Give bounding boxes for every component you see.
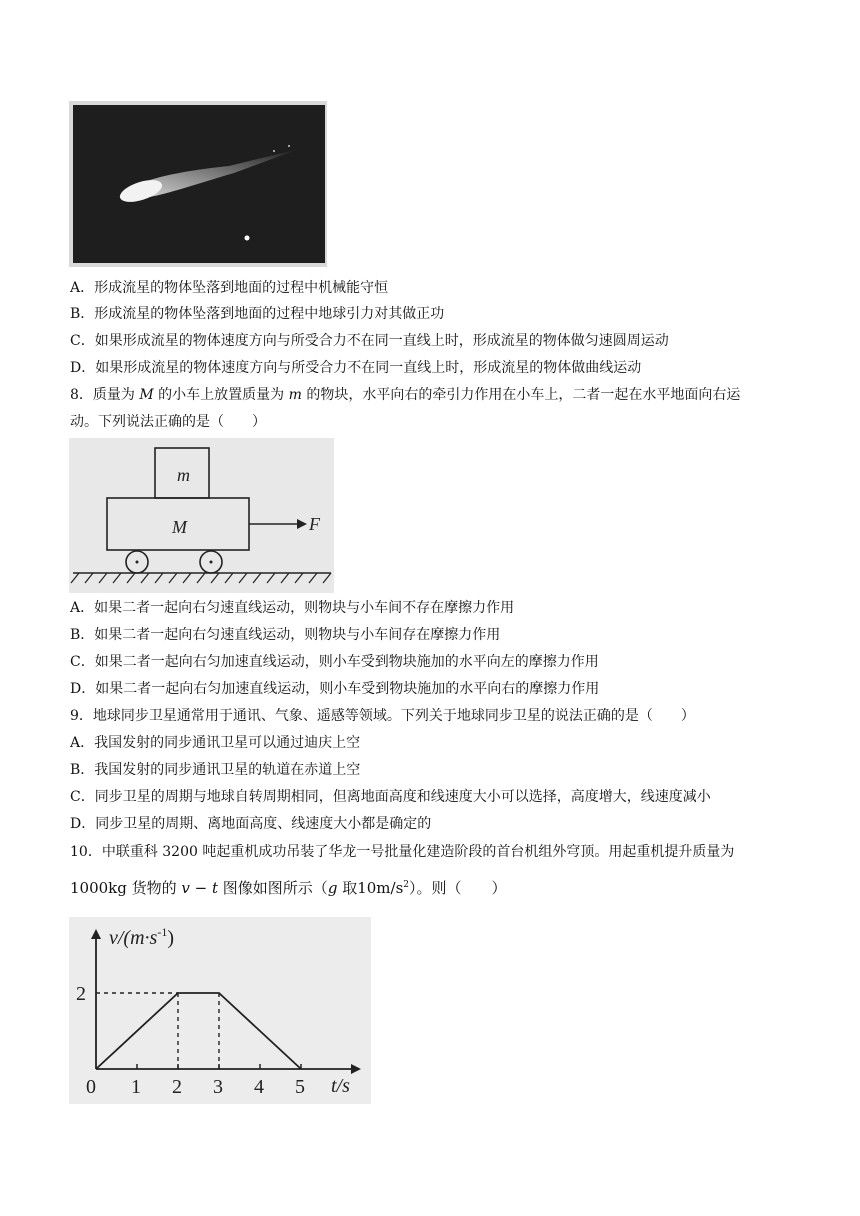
y-tick-label: 2 xyxy=(76,983,86,1005)
x-tick-label: 4 xyxy=(254,1076,264,1098)
q7-option-b: B．形成流星的物体坠落到地面的过程中地球引力对其做正功 xyxy=(70,306,445,322)
q8-option-a: A．如果二者一起向右匀速直线运动，则物块与小车间不存在摩擦力作用 xyxy=(70,600,515,616)
ground-hatching xyxy=(71,573,331,583)
q8-option-b: B．如果二者一起向右匀速直线运动，则物块与小车间存在摩擦力作用 xyxy=(70,627,501,643)
star-dot xyxy=(245,236,250,241)
x-tick-label: 2 xyxy=(172,1076,182,1098)
q7-option-a: A．形成流星的物体坠落到地面的过程中机械能守恒 xyxy=(70,280,389,296)
var-m: m xyxy=(288,387,302,403)
q10-stem-line-1: 10．中联重科 3200 吨起重机成功吊装了华龙一号批量化建造阶段的首台机组外穹顶。用起重机提升质量为 xyxy=(70,844,735,860)
q9-option-a: A．我国发射的同步通讯卫星可以通过迪庆上空 xyxy=(70,735,361,751)
y-axis-label: $v/(m\cdot s^{-1})$ xyxy=(109,925,174,949)
x-tick-label: 5 xyxy=(295,1076,305,1098)
q7-option-c: C．如果形成流星的物体速度方向与所受合力不在同一直线上时，形成流星的物体做匀速圆周运动 xyxy=(70,333,669,349)
cart-label: M xyxy=(172,517,187,537)
velocity-line xyxy=(96,993,301,1069)
q8-stem-line-1: 8．质量为 M 的小车上放置质量为 m 的物块，水平向右的牵引力作用在小车上，二者一起在水平地面向右运 xyxy=(70,387,741,403)
vt-chart xyxy=(69,917,371,1104)
q9-option-d: D．同步卫星的周期、离地面高度、线速度大小都是确定的 xyxy=(70,816,432,832)
x-tick-label: 3 xyxy=(213,1076,223,1098)
spark-dot xyxy=(273,150,275,152)
force-label: F xyxy=(309,514,320,534)
q10-stem-line-2: 1000kg 货物的 v − t 图像如图所示（g 取$10m/s^2$）。则（ ） xyxy=(70,879,507,897)
var-M: M xyxy=(139,387,154,403)
x-axis-arrow xyxy=(351,1064,361,1074)
x-tick-label: 1 xyxy=(131,1076,141,1098)
block-label: m xyxy=(177,465,190,485)
q9-option-c: C．同步卫星的周期与地球自转周期相同，但离地面高度和线速度大小可以选择，高度增大，线速度减小 xyxy=(70,789,711,805)
vt-graph-figure xyxy=(69,917,371,1104)
q8-option-d: D．如果二者一起向右匀加速直线运动，则小车受到物块施加的水平向右的摩擦力作用 xyxy=(70,681,600,697)
y-axis-arrow xyxy=(91,929,101,939)
meteor-photo xyxy=(69,101,327,267)
cart-block-figure xyxy=(69,438,334,593)
meteor-illustration xyxy=(69,101,327,267)
spark-dot xyxy=(288,145,290,147)
x-tick-label: 0 xyxy=(86,1076,96,1098)
q7-option-d: D．如果形成流星的物体速度方向与所受合力不在同一直线上时，形成流星的物体做曲线运动 xyxy=(70,360,642,376)
q8-stem-line-2: 动。下列说法正确的是（ ） xyxy=(70,414,266,430)
force-arrow-head xyxy=(297,519,307,529)
q9-stem: 9．地球同步卫星通常用于通讯、气象、遥感等领域。下列关于地球同步卫星的说法正确的是（ ） xyxy=(70,708,695,724)
night-sky xyxy=(73,105,325,263)
q8-option-c: C．如果二者一起向右匀加速直线运动，则小车受到物块施加的水平向左的摩擦力作用 xyxy=(70,654,599,670)
x-axis-label: t/s xyxy=(331,1075,350,1097)
q9-option-b: B．我国发射的同步通讯卫星的轨道在赤道上空 xyxy=(70,762,361,778)
